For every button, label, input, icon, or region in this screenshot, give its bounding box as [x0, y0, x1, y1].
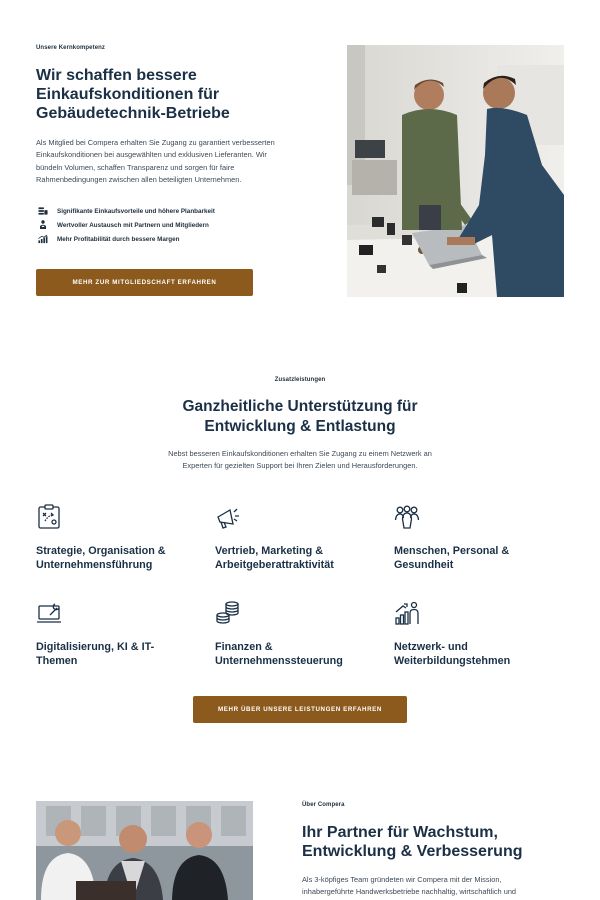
people-group-icon: [394, 504, 420, 530]
zusatz-title-line: Ganzheitliche Unterstützung für: [182, 398, 418, 415]
membership-button[interactable]: MEHR ZUR MITGLIEDSCHAFT ERFAHREN: [36, 269, 253, 296]
services-button[interactable]: MEHR ÜBER UNSERE LEISTUNGEN ERFAHREN: [193, 696, 407, 723]
kern-body-line: Einkaufskonditionen bei ausgewählten und exklusiven Lieferanten. Wir: [36, 150, 267, 160]
kern-feature-list: [38, 204, 215, 246]
coins-icon: [215, 600, 241, 626]
kern-body-line: bündeln Volumen, schaffen Transparenz und sorgen für faire: [36, 162, 235, 172]
service-title-line: Vertrieb, Marketing &: [215, 545, 324, 557]
zusatz-eyebrow: Zusatzleistungen: [274, 377, 326, 383]
kern-body: [36, 137, 326, 186]
handshake-people-icon: [38, 220, 48, 230]
about-body-line: inhabergeführte Handwerksbetriebe nachhaltig, wirtschaftlich und: [302, 887, 517, 897]
about-title-line: Ihr Partner für Wachstum,: [302, 824, 498, 841]
zusatz-body: [0, 448, 600, 473]
about-title-line: Entwicklung & Verbesserung: [302, 843, 523, 860]
service-card: [215, 504, 385, 572]
zusatz-title: [0, 397, 600, 437]
service-title-line: Menschen, Personal &: [394, 545, 510, 557]
service-title-line: Finanzen &: [215, 641, 273, 653]
service-card: [394, 600, 564, 668]
about-body: [302, 874, 582, 899]
kern-body-line: Als Mitglied bei Compera erhalten Sie Zugang zu garantiert verbesserten: [36, 138, 275, 147]
service-title-line: Themen: [36, 655, 78, 667]
service-title-line: Digitalisierung, KI & IT-: [36, 641, 155, 653]
coins-stack-icon: [38, 206, 48, 216]
kern-title-line: Einkaufskonditionen für: [36, 86, 220, 103]
list-item: [38, 232, 215, 246]
list-item: [38, 218, 215, 232]
service-title: [36, 544, 206, 572]
team-photo: [36, 801, 253, 900]
kern-title: [36, 66, 336, 123]
service-title: [36, 640, 206, 668]
service-title-line: Strategie, Organisation &: [36, 545, 166, 557]
service-card: [215, 600, 385, 668]
kern-body-line: Rahmenbedingungen zwischen allen beteiligten Unternehmen.: [36, 174, 242, 184]
kern-title-line: Gebäudetechnik-Betriebe: [36, 105, 230, 122]
about-title: [302, 823, 582, 861]
feature-label: Wertvoller Austausch mit Partnern und Mitgliedern: [57, 221, 209, 229]
growth-chart-icon: [38, 234, 48, 244]
service-card: [36, 600, 206, 668]
service-title-line: Gesundheit: [394, 559, 454, 571]
workshop-photo: [347, 45, 564, 297]
kern-title-line: Wir schaffen bessere: [36, 67, 197, 84]
about-body-line: Als 3-köpfiges Team gründeten wir Compera mit der Mission,: [302, 875, 502, 884]
service-card: [36, 504, 206, 572]
feature-label: Signifikante Einkaufsvorteile und höhere Planbarkeit: [57, 207, 215, 215]
service-card: [394, 504, 564, 572]
megaphone-icon: [215, 504, 241, 530]
service-title: [215, 640, 385, 668]
zusatz-title-line: Entwicklung & Entlastung: [204, 418, 396, 435]
service-title: [215, 544, 385, 572]
about-eyebrow: Über Compera: [302, 802, 345, 808]
zusatz-body-line: Nebst besseren Einkaufskonditionen erhalten Sie Zugang zu einem Netzwerk an: [168, 449, 432, 458]
service-title-line: Unternehmenssteuerung: [215, 655, 343, 667]
laptop-wrench-icon: [36, 600, 62, 626]
network-growth-icon: [394, 600, 420, 626]
zusatz-body-line: Experten für gezielten Support bei Ihren Zielen und Herausforderungen.: [182, 461, 418, 471]
service-title-line: Unternehmensführung: [36, 559, 153, 571]
strategy-board-icon: [36, 504, 62, 530]
service-title-line: Weiterbildungstehmen: [394, 655, 511, 667]
feature-label: Mehr Profitabilität durch bessere Margen: [57, 235, 180, 243]
kern-eyebrow: Unsere Kernkompetenz: [36, 45, 106, 51]
service-title: [394, 640, 564, 668]
service-title: [394, 544, 564, 572]
list-item: [38, 204, 215, 218]
service-title-line: Arbeitgeberattraktivität: [215, 559, 334, 571]
service-title-line: Netzwerk- und: [394, 641, 468, 653]
